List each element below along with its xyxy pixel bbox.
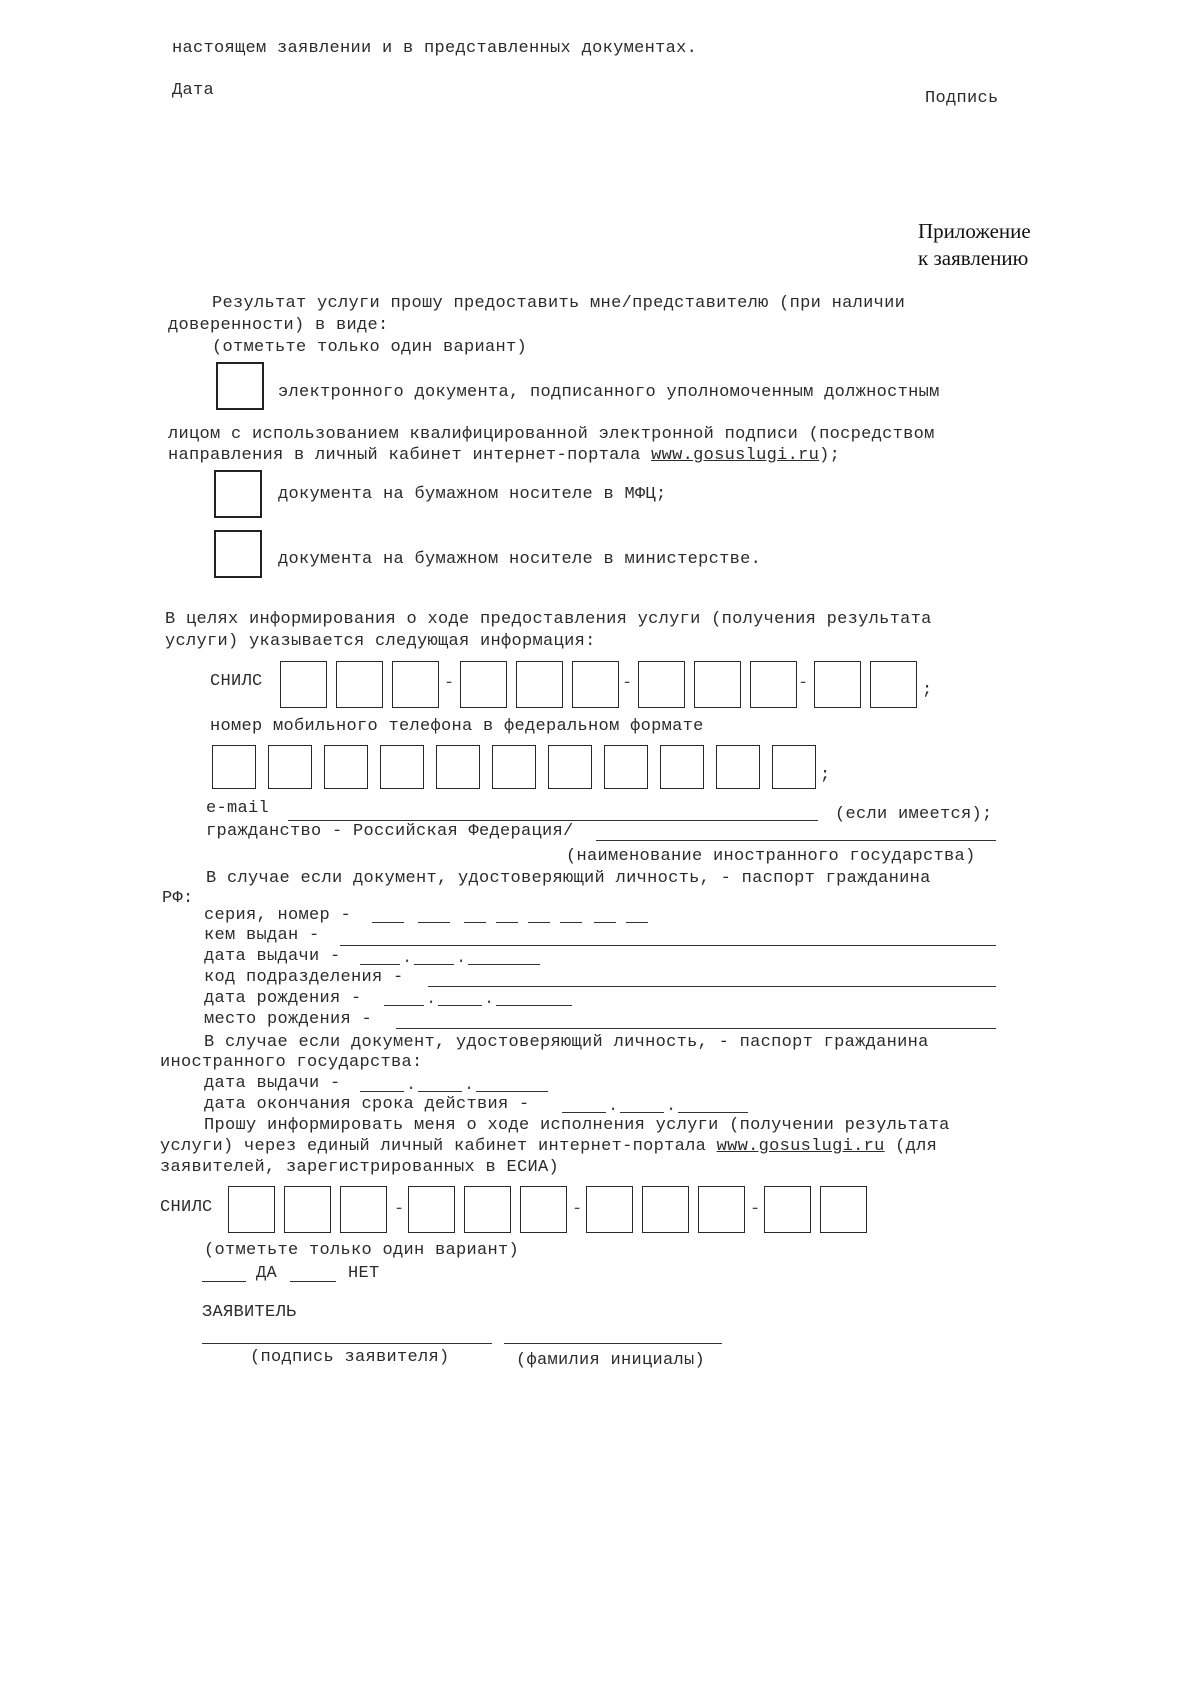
phone-digit-6[interactable] (492, 745, 536, 789)
date-label: Дата (172, 81, 215, 100)
esia-snils-check-2[interactable] (820, 1186, 867, 1233)
esia-intro-cont: услуги) через единый личный кабинет интернет-портала www.gosuslugi.ru (для (160, 1137, 938, 1156)
snils-digit-7[interactable] (638, 661, 685, 708)
snils-digit-8[interactable] (694, 661, 741, 708)
gosuslugi-link[interactable]: www.gosuslugi.ru (651, 446, 820, 465)
passport-rf-intro-cont: РФ: (162, 889, 194, 908)
snils-separator: - (444, 674, 455, 693)
birth-month-field[interactable] (438, 1005, 482, 1006)
option-electronic-label-cont: лицом с использованием квалифицированной электронной подписи (посредством (168, 425, 935, 444)
phone-digit-7[interactable] (548, 745, 592, 789)
passport-series-slot[interactable] (418, 922, 450, 923)
foreign-issue-month-field[interactable] (418, 1091, 462, 1092)
birth-place-label: место рождения - (204, 1010, 373, 1029)
appendix-title: Приложение (918, 219, 1031, 243)
date-dot: . (484, 990, 495, 1009)
snils-digit-5[interactable] (516, 661, 563, 708)
passport-foreign-intro-cont: иностранного государства: (160, 1053, 423, 1072)
esia-snils-digit-8[interactable] (642, 1186, 689, 1233)
passport-number-slot[interactable] (560, 922, 582, 923)
citizenship-label: гражданство - Российская Федерация/ (206, 822, 574, 841)
phone-end: ; (820, 766, 831, 785)
esia-intro: Прошу информировать меня о ходе исполнения услуги (получении результата (204, 1116, 950, 1135)
passport-number-slot[interactable] (528, 922, 550, 923)
snils-digit-1[interactable] (280, 661, 327, 708)
snils-digit-3[interactable] (392, 661, 439, 708)
snils-digit-9[interactable] (750, 661, 797, 708)
passport-number-slot[interactable] (626, 922, 648, 923)
birth-place-field[interactable] (396, 1028, 996, 1029)
yes-label: ДА (256, 1264, 278, 1283)
esia-intro-cont2: заявителей, зарегистрированных в ЕСИА) (160, 1158, 560, 1177)
phone-digit-3[interactable] (324, 745, 368, 789)
date-dot: . (402, 949, 413, 968)
dept-code-field[interactable] (428, 986, 996, 987)
esia-snils-check-1[interactable] (764, 1186, 811, 1233)
info-intro-cont: услуги) указывается следующая информация: (165, 632, 596, 651)
date-dot: . (426, 990, 437, 1009)
name-caption: (фамилия инициалы) (516, 1351, 706, 1370)
snils-digit-2[interactable] (336, 661, 383, 708)
expiry-month-field[interactable] (620, 1112, 664, 1113)
option-paper-ministry-checkbox[interactable] (214, 530, 262, 578)
passport-series-label: серия, номер - (204, 906, 352, 925)
snils-end: ; (922, 681, 933, 700)
phone-digit-5[interactable] (436, 745, 480, 789)
esia-snils-digit-9[interactable] (698, 1186, 745, 1233)
snils-label: СНИЛС (210, 672, 263, 691)
snils-digit-4[interactable] (460, 661, 507, 708)
option-paper-mfc-checkbox[interactable] (214, 470, 262, 518)
info-intro: В целях информирования о ходе предоставления услуги (получения результата (165, 610, 932, 629)
birth-day-field[interactable] (384, 1005, 424, 1006)
foreign-issue-day-field[interactable] (360, 1091, 404, 1092)
passport-rf-intro: В случае если документ, удостоверяющий личность, - паспорт гражданина (206, 869, 931, 888)
passport-series-slot[interactable] (372, 922, 404, 923)
citizenship-field[interactable] (596, 840, 996, 841)
applicant-name-field[interactable] (504, 1343, 722, 1344)
snils-check-2[interactable] (870, 661, 917, 708)
date-dot: . (608, 1097, 619, 1116)
applicant-label: ЗАЯВИТЕЛЬ (202, 1303, 297, 1322)
option-paper-ministry-label: документа на бумажном носителе в министерстве. (278, 550, 762, 569)
snils-separator: - (750, 1200, 761, 1219)
result-intro-cont: доверенности) в виде: (168, 316, 389, 335)
phone-digit-8[interactable] (604, 745, 648, 789)
email-label: e-mail (206, 799, 270, 818)
issued-by-field[interactable] (340, 945, 996, 946)
expiry-day-field[interactable] (562, 1112, 606, 1113)
no-label: НЕТ (348, 1264, 380, 1283)
esia-snils-digit-5[interactable] (464, 1186, 511, 1233)
option-paper-mfc-label: документа на бумажном носителе в МФЦ; (278, 485, 667, 504)
signature-caption: (подпись заявителя) (250, 1348, 450, 1367)
phone-digit-2[interactable] (268, 745, 312, 789)
date-dot: . (406, 1076, 417, 1095)
birth-year-field[interactable] (496, 1005, 572, 1006)
applicant-signature-field[interactable] (202, 1343, 492, 1344)
esia-hint: (отметьте только один вариант) (204, 1241, 520, 1260)
esia-snils-digit-6[interactable] (520, 1186, 567, 1233)
result-hint: (отметьте только один вариант) (212, 338, 528, 357)
snils-separator: - (798, 674, 809, 693)
email-field[interactable] (288, 820, 818, 821)
dept-code-label: код подразделения - (204, 968, 404, 987)
foreign-issue-year-field[interactable] (476, 1091, 548, 1092)
issue-year-field[interactable] (468, 964, 540, 965)
esia-snils-digit-2[interactable] (284, 1186, 331, 1233)
passport-number-slot[interactable] (594, 922, 616, 923)
gosuslugi-link[interactable]: www.gosuslugi.ru (716, 1137, 885, 1156)
passport-foreign-intro: В случае если документ, удостоверяющий личность, - паспорт гражданина (204, 1033, 929, 1052)
yes-mark-field[interactable] (202, 1281, 246, 1282)
option-electronic-label-cont2: направления в личный кабинет интернет-портала www.gosuslugi.ru); (168, 446, 841, 465)
foreign-issue-date-label: дата выдачи - (204, 1074, 341, 1093)
issue-date-label: дата выдачи - (204, 947, 341, 966)
expiry-label: дата окончания срока действия - (204, 1095, 530, 1114)
result-intro: Результат услуги прошу предоставить мне/представителю (при наличии (212, 294, 906, 313)
snils-separator: - (572, 1200, 583, 1219)
email-note: (если имеется); (835, 805, 993, 824)
esia-snils-digit-4[interactable] (408, 1186, 455, 1233)
passport-number-slot[interactable] (496, 922, 518, 923)
birth-date-label: дата рождения - (204, 989, 362, 1008)
issue-month-field[interactable] (414, 964, 454, 965)
passport-number-slot[interactable] (464, 922, 486, 923)
esia-snils-digit-3[interactable] (340, 1186, 387, 1233)
phone-label: номер мобильного телефона в федеральном формате (210, 717, 704, 736)
phone-digit-10[interactable] (716, 745, 760, 789)
snils-digit-6[interactable] (572, 661, 619, 708)
esia-snils-label: СНИЛС (160, 1198, 213, 1217)
citizenship-note: (наименование иностранного государства) (566, 847, 976, 866)
phone-digit-9[interactable] (660, 745, 704, 789)
continuation-text: настоящем заявлении и в представленных документах. (172, 39, 698, 58)
snils-check-1[interactable] (814, 661, 861, 708)
appendix-subtitle: к заявлению (918, 246, 1029, 270)
signature-label: Подпись (925, 89, 999, 108)
issue-day-field[interactable] (360, 964, 400, 965)
no-mark-field[interactable] (290, 1281, 336, 1282)
date-dot: . (666, 1097, 677, 1116)
esia-snils-digit-7[interactable] (586, 1186, 633, 1233)
date-dot: . (456, 949, 467, 968)
snils-separator: - (394, 1200, 405, 1219)
phone-digit-4[interactable] (380, 745, 424, 789)
phone-digit-11[interactable] (772, 745, 816, 789)
option-electronic-checkbox[interactable] (216, 362, 264, 410)
date-dot: . (464, 1076, 475, 1095)
phone-digit-1[interactable] (212, 745, 256, 789)
snils-separator: - (622, 674, 633, 693)
issued-by-label: кем выдан - (204, 926, 320, 945)
esia-snils-digit-1[interactable] (228, 1186, 275, 1233)
expiry-year-field[interactable] (678, 1112, 748, 1113)
option-electronic-label: электронного документа, подписанного уполномоченным должностным (278, 383, 940, 402)
